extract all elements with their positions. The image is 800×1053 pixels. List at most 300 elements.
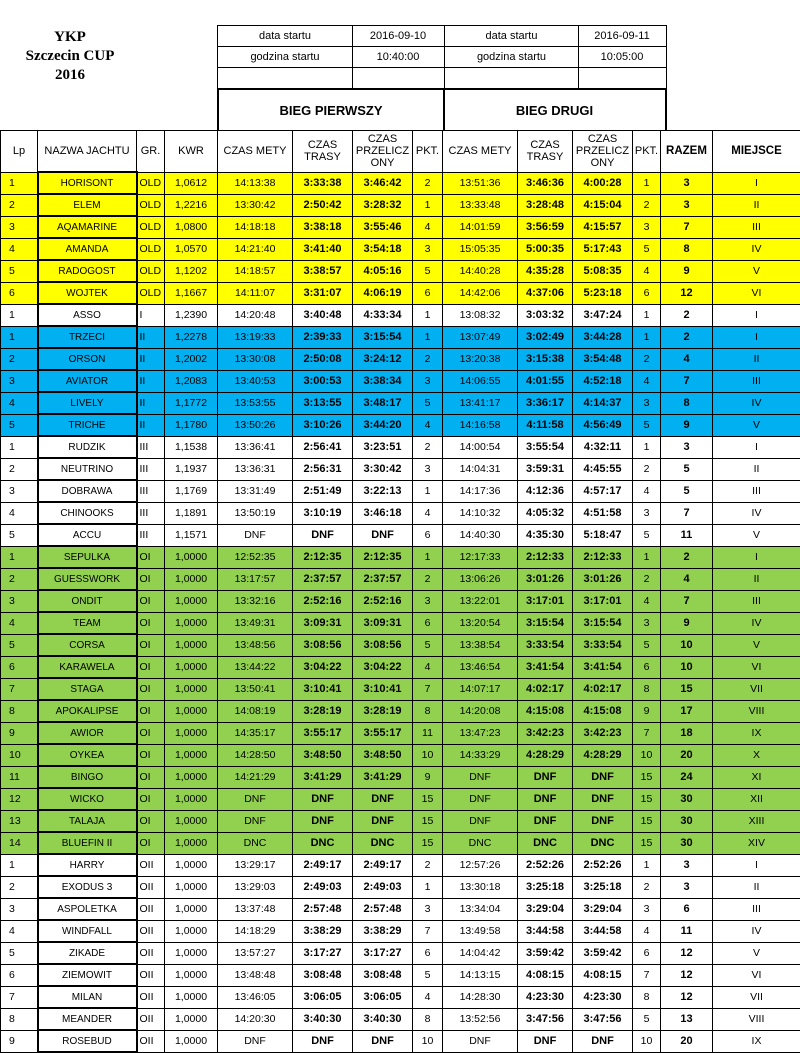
race1-finish-cell: 13:29:03 — [218, 876, 293, 898]
col-yacht-name: NAZWA JACHTU — [38, 131, 137, 173]
lp-cell: 4 — [1, 392, 38, 414]
total-cell: 11 — [661, 920, 713, 942]
race2-points-cell: 2 — [633, 348, 661, 370]
race1-corrected-cell: 3:08:56 — [353, 634, 413, 656]
group-cell: II — [137, 348, 165, 370]
col-race1-points: PKT. — [413, 131, 443, 173]
table-row — [1, 216, 800, 238]
race2-elapsed-cell: 3:59:42 — [518, 942, 573, 964]
kwr-cell: 1,0800 — [165, 216, 218, 238]
race2-corrected-cell: 3:59:42 — [573, 942, 633, 964]
race2-elapsed-cell: DNF — [518, 810, 573, 832]
race2-elapsed-cell: 3:46:36 — [518, 172, 573, 194]
race2-elapsed-cell: 3:02:49 — [518, 326, 573, 348]
race2-corrected-cell: 4:02:17 — [573, 678, 633, 700]
race1-corrected-cell: 3:23:51 — [353, 436, 413, 458]
kwr-cell: 1,0000 — [165, 612, 218, 634]
results-body — [1, 172, 800, 1052]
race2-elapsed-cell: 3:55:54 — [518, 436, 573, 458]
title-event: Szczecin CUP — [0, 47, 140, 66]
place-cell: VIII — [713, 700, 800, 722]
race2-points-cell: 6 — [633, 282, 661, 304]
race1-corrected-cell: DNF — [353, 810, 413, 832]
table-row — [1, 524, 800, 546]
race1-finish-cell: 13:19:33 — [218, 326, 293, 348]
race2-corrected-cell: 3:44:58 — [573, 920, 633, 942]
race1-elapsed-cell: 2:37:57 — [293, 568, 353, 590]
race2-finish-cell: 13:46:54 — [443, 656, 518, 678]
race2-finish-cell: 14:07:17 — [443, 678, 518, 700]
race1-elapsed-cell: DNC — [293, 832, 353, 854]
total-cell: 3 — [661, 854, 713, 876]
place-cell: I — [713, 436, 800, 458]
col-group: GR. — [137, 131, 165, 173]
place-cell: V — [713, 414, 800, 436]
total-cell: 7 — [661, 502, 713, 524]
kwr-cell: 1,1937 — [165, 458, 218, 480]
race1-corrected-cell: 3:17:27 — [353, 942, 413, 964]
race2-points-cell: 2 — [633, 876, 661, 898]
race1-points-cell: 5 — [413, 392, 443, 414]
kwr-cell: 1,0000 — [165, 942, 218, 964]
race2-finish-cell: 13:52:56 — [443, 1008, 518, 1030]
group-cell: OII — [137, 986, 165, 1008]
race2-finish-cell: 13:08:32 — [443, 304, 518, 326]
group-cell: OI — [137, 700, 165, 722]
race1-corrected-cell: 3:44:20 — [353, 414, 413, 436]
race1-corrected-cell: 4:05:16 — [353, 260, 413, 282]
race1-elapsed-cell: 3:08:48 — [293, 964, 353, 986]
race2-elapsed-cell: 4:11:58 — [518, 414, 573, 436]
lp-cell: 5 — [1, 414, 38, 436]
race1-points-cell: 1 — [413, 546, 443, 568]
race1-points-cell: 6 — [413, 942, 443, 964]
lp-cell: 2 — [1, 876, 38, 898]
race2-points-cell: 3 — [633, 216, 661, 238]
race2-finish-cell: 14:20:08 — [443, 700, 518, 722]
race1-finish-cell: DNF — [218, 524, 293, 546]
race1-points-cell: 2 — [413, 854, 443, 876]
race1-points-cell: 9 — [413, 766, 443, 788]
race2-corrected-cell: 3:17:01 — [573, 590, 633, 612]
place-cell: IV — [713, 392, 800, 414]
race2-finish-cell: 14:04:31 — [443, 458, 518, 480]
kwr-cell: 1,0000 — [165, 656, 218, 678]
group-cell: II — [137, 414, 165, 436]
race2-finish-cell: 13:51:36 — [443, 172, 518, 194]
race1-points-cell: 4 — [413, 986, 443, 1008]
group-cell: III — [137, 524, 165, 546]
total-cell: 12 — [661, 282, 713, 304]
race1-points-cell: 8 — [413, 700, 443, 722]
race2-points-cell: 15 — [633, 766, 661, 788]
race2-points-cell: 4 — [633, 590, 661, 612]
race2-points-cell: 5 — [633, 238, 661, 260]
race2-corrected-cell: 4:57:17 — [573, 480, 633, 502]
race2-corrected-cell: 4:45:55 — [573, 458, 633, 480]
race2-finish-cell: 12:57:26 — [443, 854, 518, 876]
race1-corrected-cell: 4:33:34 — [353, 304, 413, 326]
total-cell: 3 — [661, 436, 713, 458]
race1-points-cell: 5 — [413, 260, 443, 282]
group-cell: I — [137, 304, 165, 326]
group-cell: OI — [137, 810, 165, 832]
race1-finish-cell: 13:40:53 — [218, 370, 293, 392]
race2-corrected-cell: DNC — [573, 832, 633, 854]
lp-cell: 3 — [1, 370, 38, 392]
place-cell: III — [713, 590, 800, 612]
race1-date-label: data startu — [217, 25, 353, 47]
race1-points-cell: 1 — [413, 326, 443, 348]
table-row — [1, 634, 800, 656]
col-race1-elapsed: CZAS TRASY — [293, 131, 353, 173]
place-cell: I — [713, 172, 800, 194]
group-cell: III — [137, 502, 165, 524]
total-cell: 4 — [661, 348, 713, 370]
lp-cell: 2 — [1, 194, 38, 216]
lp-cell: 2 — [1, 568, 38, 590]
race1-finish-cell: 14:13:38 — [218, 172, 293, 194]
total-cell: 30 — [661, 810, 713, 832]
yacht-name-cell: ELEM — [38, 194, 137, 216]
group-cell: II — [137, 392, 165, 414]
kwr-cell: 1,1667 — [165, 282, 218, 304]
race2-elapsed-cell: 4:12:36 — [518, 480, 573, 502]
total-cell: 2 — [661, 304, 713, 326]
table-row — [1, 700, 800, 722]
kwr-cell: 1,2216 — [165, 194, 218, 216]
place-cell: V — [713, 634, 800, 656]
yacht-name-cell: MEANDER — [38, 1008, 137, 1030]
group-cell: OI — [137, 678, 165, 700]
table-row — [1, 722, 800, 744]
race1-finish-cell: 13:37:48 — [218, 898, 293, 920]
place-cell: III — [713, 370, 800, 392]
yacht-name-cell: HARRY — [38, 854, 137, 876]
race2-finish-cell: 13:41:17 — [443, 392, 518, 414]
kwr-cell: 1,0000 — [165, 722, 218, 744]
lp-cell: 1 — [1, 304, 38, 326]
table-row — [1, 898, 800, 920]
place-cell: II — [713, 348, 800, 370]
race2-points-cell: 4 — [633, 370, 661, 392]
race1-elapsed-cell: 2:12:35 — [293, 546, 353, 568]
yacht-name-cell: ORSON — [38, 348, 137, 370]
kwr-cell: 1,0000 — [165, 568, 218, 590]
race1-finish-cell: 13:44:22 — [218, 656, 293, 678]
yacht-name-cell: AMANDA — [38, 238, 137, 260]
race1-points-cell: 4 — [413, 656, 443, 678]
race2-elapsed-cell: 3:25:18 — [518, 876, 573, 898]
place-cell: XII — [713, 788, 800, 810]
race1-elapsed-cell: 3:10:26 — [293, 414, 353, 436]
race2-finish-cell: 12:17:33 — [443, 546, 518, 568]
total-cell: 8 — [661, 238, 713, 260]
place-cell: IV — [713, 612, 800, 634]
race2-elapsed-cell: 4:02:17 — [518, 678, 573, 700]
race1-points-cell: 3 — [413, 590, 443, 612]
race1-points-cell: 10 — [413, 1030, 443, 1052]
table-row — [1, 348, 800, 370]
race2-finish-cell: 14:10:32 — [443, 502, 518, 524]
group-cell: OLD — [137, 238, 165, 260]
place-cell: II — [713, 876, 800, 898]
place-cell: II — [713, 568, 800, 590]
place-cell: IX — [713, 722, 800, 744]
race2-corrected-cell: 3:42:23 — [573, 722, 633, 744]
total-cell: 12 — [661, 986, 713, 1008]
group-cell: OII — [137, 1030, 165, 1052]
race2-points-cell: 15 — [633, 810, 661, 832]
race2-corrected-cell: DNF — [573, 788, 633, 810]
race2-corrected-cell: 4:23:30 — [573, 986, 633, 1008]
yacht-name-cell: EXODUS 3 — [38, 876, 137, 898]
race2-elapsed-cell: 4:23:30 — [518, 986, 573, 1008]
place-cell: V — [713, 524, 800, 546]
total-cell: 6 — [661, 898, 713, 920]
group-cell: OLD — [137, 260, 165, 282]
place-cell: VIII — [713, 1008, 800, 1030]
race1-corrected-cell: 3:28:32 — [353, 194, 413, 216]
race2-points-cell: 3 — [633, 502, 661, 524]
total-cell: 12 — [661, 964, 713, 986]
race1-finish-cell: 14:20:30 — [218, 1008, 293, 1030]
race1-points-cell: 6 — [413, 612, 443, 634]
race2-finish-cell: 13:47:23 — [443, 722, 518, 744]
race2-points-cell: 4 — [633, 260, 661, 282]
race2-corrected-cell: 4:56:49 — [573, 414, 633, 436]
race1-finish-cell: 13:36:31 — [218, 458, 293, 480]
table-row — [1, 414, 800, 436]
race1-finish-cell: 13:30:08 — [218, 348, 293, 370]
race2-finish-cell: 14:04:42 — [443, 942, 518, 964]
lp-cell: 14 — [1, 832, 38, 854]
race1-corrected-cell: 3:55:46 — [353, 216, 413, 238]
race2-points-cell: 9 — [633, 700, 661, 722]
table-row — [1, 766, 800, 788]
race2-points-cell: 4 — [633, 480, 661, 502]
yacht-name-cell: ZIEMOWIT — [38, 964, 137, 986]
group-cell: OII — [137, 898, 165, 920]
yacht-name-cell: TALAJA — [38, 810, 137, 832]
lp-cell: 4 — [1, 612, 38, 634]
race1-elapsed-cell: 3:04:22 — [293, 656, 353, 678]
table-row — [1, 656, 800, 678]
race2-finish-cell: 15:05:35 — [443, 238, 518, 260]
yacht-name-cell: ONDIT — [38, 590, 137, 612]
race1-elapsed-cell: 3:10:41 — [293, 678, 353, 700]
place-cell: I — [713, 326, 800, 348]
race1-corrected-cell: 2:49:17 — [353, 854, 413, 876]
race1-finish-cell: 14:08:19 — [218, 700, 293, 722]
lp-cell: 1 — [1, 326, 38, 348]
race1-points-cell: 15 — [413, 832, 443, 854]
race2-time-value: 10:05:00 — [578, 46, 667, 68]
yacht-name-cell: BLUEFIN II — [38, 832, 137, 854]
race1-finish-cell: 14:21:29 — [218, 766, 293, 788]
race2-elapsed-cell: 3:17:01 — [518, 590, 573, 612]
race2-time-label: godzina startu — [444, 46, 579, 68]
table-row — [1, 964, 800, 986]
race1-corrected-cell: 3:40:30 — [353, 1008, 413, 1030]
kwr-cell: 1,0000 — [165, 678, 218, 700]
results-header — [0, 0, 800, 130]
col-lp: Lp — [1, 131, 38, 173]
race2-corrected-cell: DNF — [573, 1030, 633, 1052]
race1-finish-cell: 13:36:41 — [218, 436, 293, 458]
race1-corrected-cell: 3:46:42 — [353, 172, 413, 194]
race1-elapsed-cell: 3:40:48 — [293, 304, 353, 326]
race2-elapsed-cell: 3:47:56 — [518, 1008, 573, 1030]
place-cell: III — [713, 898, 800, 920]
race2-elapsed-cell: 3:03:32 — [518, 304, 573, 326]
race1-points-cell: 3 — [413, 898, 443, 920]
place-cell: V — [713, 260, 800, 282]
race1-points-cell: 4 — [413, 216, 443, 238]
group-cell: OI — [137, 612, 165, 634]
col-race2-finish: CZAS METY — [443, 131, 518, 173]
yacht-name-cell: KARAWELA — [38, 656, 137, 678]
race1-corrected-cell: 2:57:48 — [353, 898, 413, 920]
race2-elapsed-cell: 4:35:28 — [518, 260, 573, 282]
race2-points-cell: 10 — [633, 744, 661, 766]
total-cell: 3 — [661, 172, 713, 194]
race1-finish-cell: 12:52:35 — [218, 546, 293, 568]
kwr-cell: 1,0000 — [165, 920, 218, 942]
race1-finish-cell: 13:29:17 — [218, 854, 293, 876]
race1-elapsed-cell: DNF — [293, 788, 353, 810]
race2-points-cell: 7 — [633, 964, 661, 986]
table-row — [1, 942, 800, 964]
place-cell: VII — [713, 986, 800, 1008]
race1-corrected-cell: 2:37:57 — [353, 568, 413, 590]
race2-points-cell: 1 — [633, 172, 661, 194]
race1-elapsed-cell: DNF — [293, 1030, 353, 1052]
race2-corrected-cell: 3:54:48 — [573, 348, 633, 370]
yacht-name-cell: AWIOR — [38, 722, 137, 744]
place-cell: IV — [713, 920, 800, 942]
race1-corrected-cell: 3:04:22 — [353, 656, 413, 678]
race1-points-cell: 5 — [413, 964, 443, 986]
race1-corrected-cell: 3:38:34 — [353, 370, 413, 392]
place-cell: X — [713, 744, 800, 766]
total-cell: 13 — [661, 1008, 713, 1030]
race2-finish-cell: 13:34:04 — [443, 898, 518, 920]
kwr-cell: 1,0000 — [165, 832, 218, 854]
table-row — [1, 568, 800, 590]
race2-elapsed-cell: 3:33:54 — [518, 634, 573, 656]
race1-points-cell: 1 — [413, 876, 443, 898]
title-year: 2016 — [0, 66, 140, 85]
yacht-name-cell: NEUTRINO — [38, 458, 137, 480]
race2-corrected-cell: 4:15:57 — [573, 216, 633, 238]
race2-corrected-cell: 2:52:26 — [573, 854, 633, 876]
kwr-cell: 1,0570 — [165, 238, 218, 260]
race2-elapsed-cell: 4:37:06 — [518, 282, 573, 304]
race1-elapsed-cell: 3:00:53 — [293, 370, 353, 392]
race2-elapsed-cell: 4:35:30 — [518, 524, 573, 546]
group-cell: OII — [137, 876, 165, 898]
group-cell: OI — [137, 656, 165, 678]
race1-elapsed-cell: 2:57:48 — [293, 898, 353, 920]
kwr-cell: 1,0000 — [165, 898, 218, 920]
race1-elapsed-cell: 3:09:31 — [293, 612, 353, 634]
race1-elapsed-cell: 3:40:30 — [293, 1008, 353, 1030]
col-race2-corrected: CZAS PRZELICZ ONY — [573, 131, 633, 173]
race2-finish-cell: 13:20:38 — [443, 348, 518, 370]
race2-elapsed-cell: 3:29:04 — [518, 898, 573, 920]
total-cell: 5 — [661, 480, 713, 502]
race1-finish-cell: 14:20:48 — [218, 304, 293, 326]
place-cell: III — [713, 216, 800, 238]
place-cell: V — [713, 942, 800, 964]
race2-corrected-cell: 4:28:29 — [573, 744, 633, 766]
race1-elapsed-cell: 3:10:19 — [293, 502, 353, 524]
race2-finish-cell: 14:17:36 — [443, 480, 518, 502]
group-cell: OLD — [137, 216, 165, 238]
race1-points-cell: 3 — [413, 370, 443, 392]
race1-time-label: godzina startu — [217, 46, 353, 68]
group-cell: OI — [137, 832, 165, 854]
race1-finish-cell: 14:11:07 — [218, 282, 293, 304]
place-cell: VI — [713, 964, 800, 986]
group-cell: OII — [137, 1008, 165, 1030]
race2-points-cell: 3 — [633, 612, 661, 634]
race2-finish-cell: 14:33:29 — [443, 744, 518, 766]
race1-points-cell: 7 — [413, 920, 443, 942]
yacht-name-cell: RUDZIK — [38, 436, 137, 458]
race2-points-cell: 2 — [633, 458, 661, 480]
race1-points-cell: 6 — [413, 524, 443, 546]
race2-corrected-cell: 4:08:15 — [573, 964, 633, 986]
kwr-cell: 1,0000 — [165, 766, 218, 788]
race1-points-cell: 15 — [413, 810, 443, 832]
lp-cell: 9 — [1, 1030, 38, 1052]
race2-elapsed-cell: 5:00:35 — [518, 238, 573, 260]
col-race1-corrected: CZAS PRZELICZ ONY — [353, 131, 413, 173]
lp-cell: 10 — [1, 744, 38, 766]
kwr-cell: 1,0000 — [165, 986, 218, 1008]
race2-finish-cell: 13:07:49 — [443, 326, 518, 348]
race2-elapsed-cell: 4:08:15 — [518, 964, 573, 986]
race1-points-cell: 10 — [413, 744, 443, 766]
group-cell: OI — [137, 590, 165, 612]
group-cell: OLD — [137, 172, 165, 194]
total-cell: 2 — [661, 326, 713, 348]
race1-points-cell: 2 — [413, 436, 443, 458]
table-row — [1, 282, 800, 304]
table-row — [1, 194, 800, 216]
race2-points-cell: 2 — [633, 568, 661, 590]
race2-corrected-cell: DNF — [573, 810, 633, 832]
group-cell: OI — [137, 546, 165, 568]
group-cell: II — [137, 370, 165, 392]
col-race2-points: PKT. — [633, 131, 661, 173]
kwr-cell: 1,1772 — [165, 392, 218, 414]
kwr-cell: 1,1891 — [165, 502, 218, 524]
group-cell: OI — [137, 634, 165, 656]
race1-corrected-cell: 3:48:50 — [353, 744, 413, 766]
race1-points-cell: 1 — [413, 480, 443, 502]
race1-finish-cell: 14:21:40 — [218, 238, 293, 260]
race2-elapsed-cell: 4:05:32 — [518, 502, 573, 524]
race2-elapsed-cell: 3:56:59 — [518, 216, 573, 238]
race2-points-cell: 5 — [633, 414, 661, 436]
yacht-name-cell: WICKO — [38, 788, 137, 810]
lp-cell: 1 — [1, 854, 38, 876]
yacht-name-cell: ASSO — [38, 304, 137, 326]
race2-date-value: 2016-09-11 — [578, 25, 667, 47]
